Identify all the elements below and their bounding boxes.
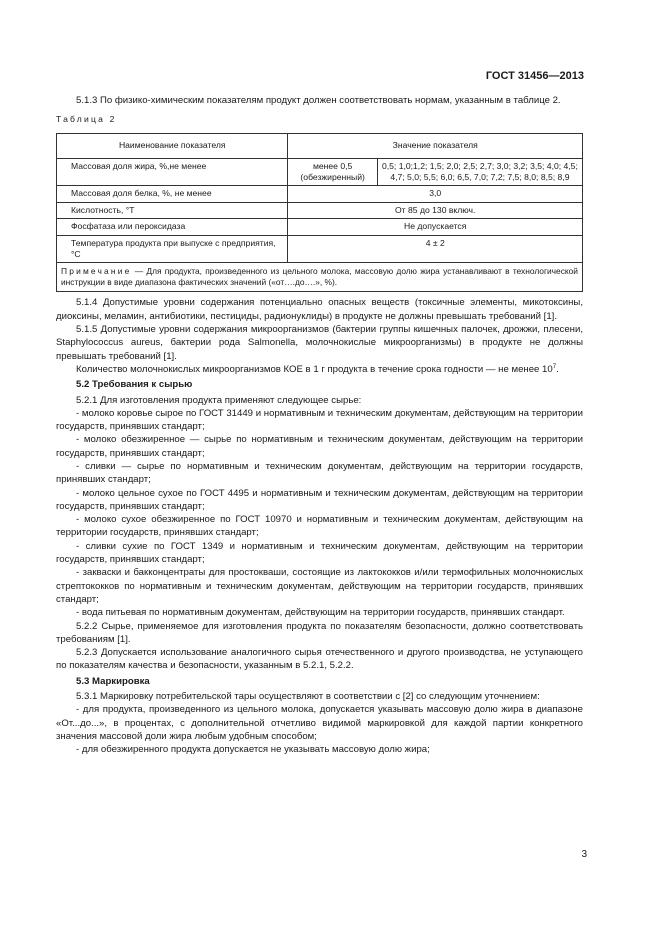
paragraph-5-1-3: 5.1.3 По физико-химическим показателям продукт должен соответствовать нормам, указанным в таблице 2. — [76, 95, 561, 106]
note-text: — Для продукта, произведенного из цельного молока, массовую долю жира устанавливают в технологической инструкции в виде диапазона фактических значений («от….до….», %). — [61, 266, 578, 288]
paragraph-5-2-1: 5.2.1 Для изготовления продукта применяют следующее сырье: — [76, 394, 362, 406]
document-id-header: ГОСТ 31456—2013 — [485, 70, 584, 82]
row-name: Кислотность, °Т — [57, 202, 288, 218]
page-number: 3 — [581, 849, 587, 860]
list-item: - для продукта, произведенного из цельного молока, допускается указывать массовую долю жира в диапазоне «От...до...», в процентах, с дополнительной отчетливо видимой маркировкой для каждой партии конкретного значения массовой доли жира любым удобным способом; — [56, 704, 583, 742]
column-header-value: Значение показателя — [288, 133, 583, 158]
row-value-fat-list: 0,5; 1,0;1,2; 1,5; 2,0; 2,5; 2,7; 3,0; 3,2; 3,5; 4,0; 4,5; 4,7; 5,0; 5,5; 6,0; 6,5, 7,0; 7,2; 7,5; 8,0; 8,5; 8,9 — [377, 158, 582, 186]
table-row — [57, 202, 583, 218]
row-name: Массовая доля белка, %, не менее — [57, 186, 288, 202]
list-item: - молоко обезжиренное — сырье по нормативным и техническим документам, действующим на территории государств, принявших стандарт; — [56, 434, 583, 459]
row-value: 4 ± 2 — [288, 235, 583, 263]
row-value: 3,0 — [288, 186, 583, 202]
koe-exponent: 7 — [552, 363, 557, 370]
document-body — [56, 94, 583, 757]
paragraph-5-3-1: 5.3.1 Маркировку потребительской тары осуществляют в соответствии с [2] со следующим уточнением: — [76, 691, 540, 703]
table-row — [57, 219, 583, 235]
note-label: Примечание — [61, 266, 132, 277]
paragraph-koe — [56, 363, 583, 376]
paragraph-5-1-5: 5.1.5 Допустимые уровни содержания микроорганизмов (бактерии группы кишечных палочек, дрожжи, плесени, Staphylococcus aureus, бактерии рода Salmonella, молочнокислые микроорганизмы) в продукте не должны превышать требований [1]. — [56, 324, 583, 362]
list-item: - молоко коровье сырое по ГОСТ 31449 и нормативным и техническим документам, действующим на территории государств, принявших стандарт; — [56, 407, 583, 433]
section-5-3-heading: 5.3 Маркировка — [76, 675, 150, 687]
table-note — [57, 263, 583, 292]
column-header-name: Наименование показателя — [57, 133, 288, 158]
list-item: - закваски и бакконцентраты для простокваши, состоящие из лактококков и/или термофильных молочнокислых стрептококков по нормативным и техническим документам, действующим на территории государств, принявших стандарт; — [56, 567, 583, 605]
row-value: От 85 до 130 включ. — [288, 202, 583, 218]
row-value-skim: менее 0,5 (обезжиренный) — [288, 158, 377, 186]
list-item: - сливки сухие по ГОСТ 1349 и нормативным и техническим документам, действующим на территории государств, принявших стандарт; — [56, 540, 583, 566]
table-row — [57, 186, 583, 202]
table-row — [57, 158, 583, 186]
row-name: Температура продукта при выпуске с предприятия, °С — [57, 235, 288, 263]
row-value: Не допускается — [288, 219, 583, 235]
table-caption: Таблица 2 — [56, 114, 117, 125]
table-2 — [56, 133, 583, 293]
row-name: Фосфатаза или пероксидаза — [57, 219, 288, 235]
list-item: - молоко цельное сухое по ГОСТ 4495 и нормативным и техническим документам, действующим на территории государств, принявших стандарт; — [56, 487, 583, 512]
list-item: - для обезжиренного продукта допускается не указывать массовую долю жира; — [76, 744, 430, 756]
list-item: - сливки — сырье по нормативным и техническим документам, действующим на территории государств, принявших стандарт; — [56, 461, 583, 486]
list-item: - вода питьевая по нормативным документам, действующим на территории государств, принявших стандарт. — [76, 607, 565, 619]
paragraph-5-2-2: 5.2.2 Сырье, применяемое для изготовления продукта по показателям безопасности, должно соответствовать требованиям [1]. — [56, 620, 583, 645]
paragraph-5-1-4: 5.1.4 Допустимые уровни содержания потенциально опасных веществ (токсичные элементы, микотоксины, диоксины, меламин, антибиотики, пестициды, радионуклиды) в продукте не должны превышать требований [1]. — [56, 297, 583, 322]
section-5-2-heading: 5.2 Требования к сырью — [76, 379, 193, 391]
koe-text: Количество молочнокислых микроорганизмов КОЕ в 1 г продукта в течение срока годности — не менее 10 — [76, 363, 553, 375]
paragraph-5-2-3: 5.2.3 Допускается использование аналогичного сырья отечественного и другого производства, не уступающего по показателям качества и безопасности, указанным в 5.2.1, 5.2.2. — [56, 647, 583, 672]
koe-end: . — [556, 363, 559, 375]
table-row — [57, 235, 583, 263]
table-header-row — [57, 133, 583, 158]
list-item: - молоко сухое обезжиренное по ГОСТ 10970 и нормативным и техническим документам, действующим на территории государств, принявших стандарт; — [56, 514, 583, 539]
table-note-row — [57, 263, 583, 292]
row-name: Массовая доля жира, %,не менее — [57, 158, 288, 186]
